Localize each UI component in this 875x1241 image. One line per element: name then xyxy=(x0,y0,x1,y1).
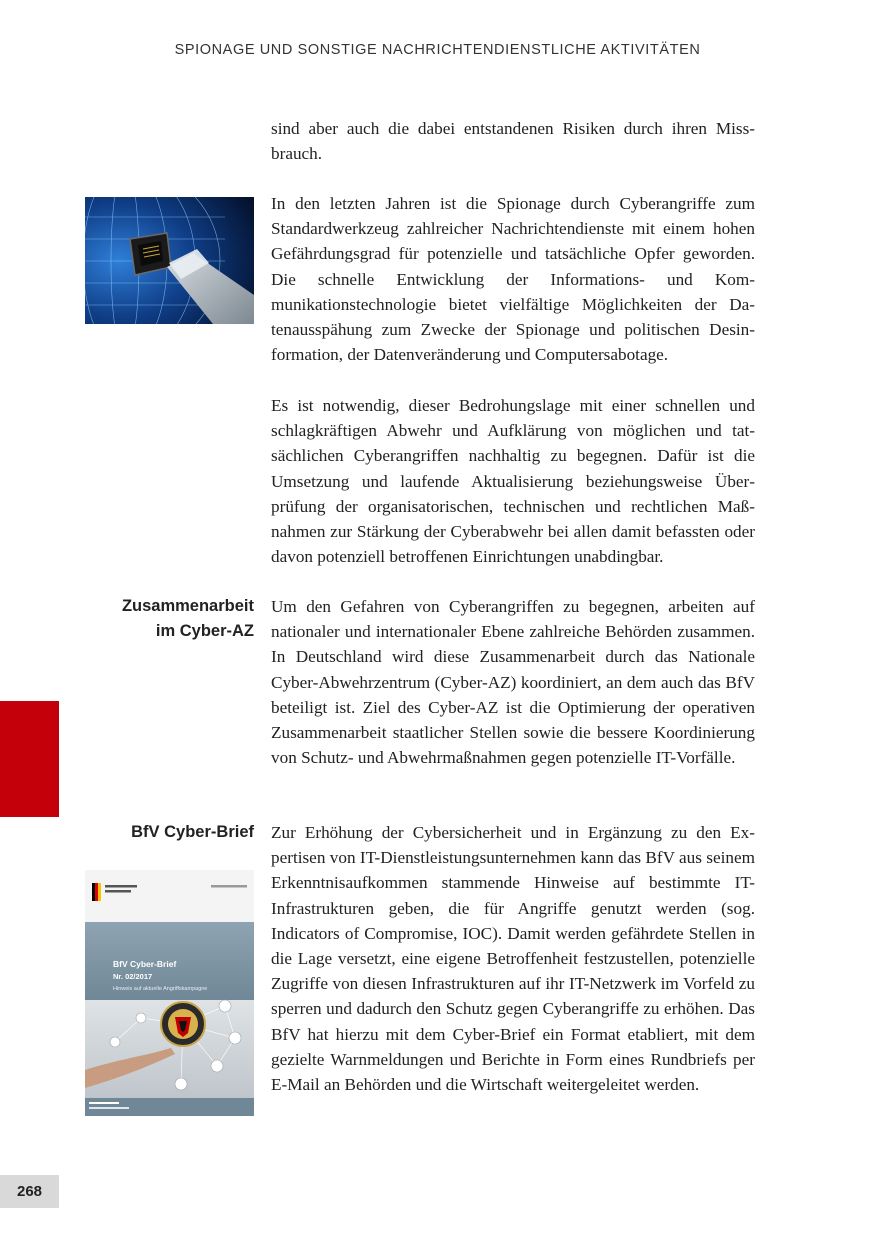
cyber-globe-image xyxy=(85,197,254,324)
side-heading-cyber-az-line2: im Cyber-AZ xyxy=(155,622,254,640)
chapter-marker-tab xyxy=(0,701,59,817)
paragraph-cyber-espionage: In den letzten Jahren ist die Spionage durch Cyberangriffe zum Standardwerkzeug zahlreicher Nachrichtendienste mit einem hohen Gefährdungsgrad für potenzielle und tatsächliche Opfer geworden. Die schnelle Entwicklung der Informations- und Kommunikationstechnologie bietet vielfältige Möglichkeiten der Datenausspähung zum Zwecke der Spionage und politischen Desinformation, der Datenveränderung und Computersabotage. xyxy=(271,194,755,365)
side-heading-cyber-az-line1: Zusammenarbeit xyxy=(121,597,254,615)
cyber-brief-cover-image xyxy=(85,870,254,1116)
paragraph-cyber-brief: Zur Erhöhung der Cybersicherheit und in Ergänzung zu den Expertisen von IT-Dienstleistungsunternehmen kann das BfV aus seinem Erkenntnisaufkommen stammende Hinweise auf bestimmte IT-Infrastrukturen geben, die für Angriffe genutzt werden (sog. Indicators of Compromise, IOC). Damit werden gefährdete Stellen in die Lage versetzt, eine eigene Betroffenheit festzustellen, potenzielle Zugriffe von diesen Infrastrukturen auf ihr IT-Netzwerk im Vorfeld zu sperren und dadurch den Schutz gegen Cyberangriffe zu erhöhen. Das BfV hat hierzu mit dem Cyber-Brief ein Format etabliert, mit dem gezielte Warnmeldungen und Berichte in Form eines Rundbriefs per E-Mail an Behörden und die Wirtschaft weitergeleitet werden. xyxy=(271,823,755,1095)
brief-cover-subtitle: Hinweis auf aktuelle Angriffskampagne xyxy=(113,986,208,992)
paragraph-intro-continuation: sind aber auch die dabei entstandenen Risiken durch ihren Missbrauch. xyxy=(271,119,755,164)
paragraph-cyber-az: Um den Gefahren von Cyberangriffen zu begegnen, arbeiten auf nationaler und internationaler Ebene zahlreiche Behörden zusammen. In Deutschland wird diese Zusammenarbeit durch das Nationale Cyber-Abwehrzentrum (Cyber-AZ) koordiniert, an dem auch das BfV beteiligt ist. Ziel des Cyber-AZ ist die Optimierung der operativen Zusammenarbeit staatlicher Stellen sowie die bessere Koordinierung von Schutz- und Abwehrmaßnahmen gegen potenzielle IT-Vorfälle. xyxy=(271,597,755,768)
page-number: 268 xyxy=(0,1175,59,1208)
side-heading-cyber-az xyxy=(122,594,254,644)
running-header: SPIONAGE UND SONSTIGE NACHRICHTENDIENSTLICHE AKTIVITÄTEN xyxy=(174,42,701,58)
paragraph-cyber-defense: Es ist notwendig, dieser Bedrohungslage mit einer schnellen und schlagkräftigen Abwehr und Aufklärung von möglichen und tatsächlichen Cyberangriffen nachhaltig zu begegnen. Dafür ist die Umsetzung und laufende Aktualisierung beziehungsweise Überprüfung der organisatorischen, technischen und rechtlichen Maßnahmen zur Stärkung der Cyberabwehr bei allen damit befassten oder davon potenziell betroffenen Einrichtungen unabdingbar. xyxy=(271,396,755,567)
side-heading-cyber-brief: BfV Cyber-Brief xyxy=(131,823,254,841)
brief-cover-title: BfV Cyber-Brief xyxy=(113,959,177,969)
brief-cover-number: Nr. 02/2017 xyxy=(113,972,153,981)
